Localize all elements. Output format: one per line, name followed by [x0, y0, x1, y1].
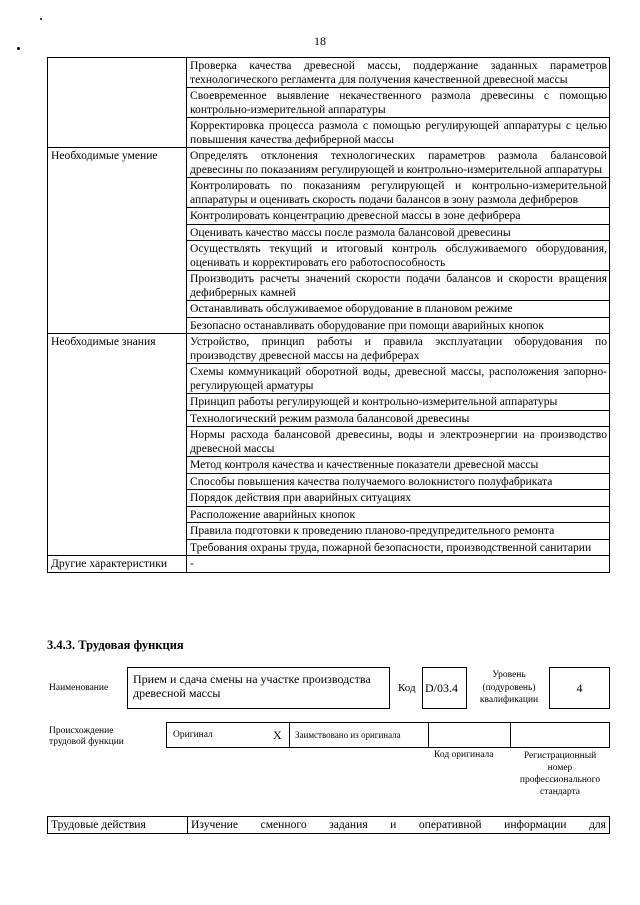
table-cell-text: - — [187, 556, 610, 573]
original-label: Оригинал — [173, 730, 213, 740]
original-code-label: Код оригинала — [434, 750, 494, 760]
original-mark: X — [273, 728, 282, 742]
table-cell-text: Останавливать обслуживаемое оборудование в плановом режиме — [187, 301, 610, 318]
table-cell-text: Устройство, принцип работы и правила эксплуатации оборудования по производству древесной массы на дефибрерах — [187, 334, 610, 364]
scan-dot — [40, 18, 42, 20]
borrowed-cell — [289, 722, 429, 748]
table-cell-text: Метод контроля качества и качественные показатели древесной массы — [187, 457, 610, 474]
row-group-label: Необходимые умение — [48, 148, 187, 334]
table-cell-text: Принцип работы регулирующей и контрольно-измерительной аппаратуры — [187, 394, 610, 411]
table-cell-text: Порядок действия при аварийных ситуациях — [187, 490, 610, 507]
table-cell-text: Контролировать по показаниям регулирующей и контрольно-измерительной аппаратуры и оценивать скорость подачи балансов в зону размола дефибреров — [187, 178, 610, 208]
code-label: Код — [398, 682, 416, 694]
competency-table — [47, 57, 610, 573]
page-number: 18 — [314, 34, 326, 48]
name-label: Наименование — [49, 683, 109, 693]
borrowed-label: Заимствовано из оригинала — [295, 730, 401, 740]
row-group-label: Необходимые знания — [48, 334, 187, 556]
level-label: Уровень (подуровень) квалификации — [479, 670, 539, 705]
table-cell-text: Безопасно останавливать оборудование при помощи аварийных кнопок — [187, 317, 610, 334]
reg-number-cell — [510, 722, 610, 748]
table-cell-text: Нормы расхода балансовой древесины, воды и электроэнергии на производство древесной массы — [187, 427, 610, 457]
table-cell-text: Требования охраны труда, пожарной безопасности, производственной санитарии — [187, 539, 610, 556]
table-cell-text: Правила подготовки к проведению планово-предупредительного ремонта — [187, 523, 610, 540]
table-cell-text: Производить расчеты значений скорости подачи балансов и скорости вращения дефибрерных камней — [187, 271, 610, 301]
code-box — [422, 667, 467, 709]
table-cell-text: Проверка качества древесной массы, поддержание заданных параметров технологического регламента для получения качественной древесной массы — [187, 58, 610, 88]
labor-actions-label: Трудовые действия — [48, 817, 188, 834]
origin-label: Происхождение трудовой функции — [49, 726, 124, 747]
labor-actions-table — [47, 816, 610, 834]
labor-actions-text: Изучение сменного задания и оперативной информации для — [188, 817, 610, 834]
table-row — [48, 58, 610, 88]
table-cell-text: Осуществлять текущий и итоговый контроль обслуживаемого оборудования, оценивать и корректировать его работоспособность — [187, 241, 610, 271]
table-cell-text: Способы повышения качества получаемого волокнистого полуфабриката — [187, 473, 610, 490]
function-name-box — [127, 667, 390, 709]
table-row — [48, 556, 610, 573]
reg-number-label: Регистрационный номер профессионального стандарта — [519, 751, 601, 797]
table-cell-text: Корректировка процесса размола с помощью регулирующей аппаратуры с целью повышения качества дефибрерной массы — [187, 118, 610, 148]
row-group-label: Другие характеристики — [48, 556, 187, 573]
table-cell-text: Определять отклонения технологических параметров размола балансовой древесины по показаниям регулирующей и контрольно-измерительной аппаратуры — [187, 148, 610, 178]
row-group-label — [48, 58, 187, 148]
original-code-cell — [428, 722, 511, 748]
section-title: 3.4.3. Трудовая функция — [47, 638, 184, 652]
function-name-value: Прием и сдача смены на участке производства древесной массы — [133, 672, 371, 700]
table-cell-text: Технологический режим размола балансовой древесины — [187, 410, 610, 427]
level-box — [549, 667, 610, 709]
table-cell-text: Контролировать концентрацию древесной массы в зоне дефибрера — [187, 208, 610, 225]
table-row — [48, 334, 610, 364]
table-cell-text: Расположение аварийных кнопок — [187, 506, 610, 523]
table-cell-text: Оценивать качество массы после размола балансовой древесины — [187, 224, 610, 241]
level-value: 4 — [576, 681, 583, 695]
table-cell-text: Схемы коммуникаций оборотной воды, древесной массы, расположения запорно-регулирующей арматуры — [187, 364, 610, 394]
table-cell-text: Своевременное выявление некачественного размола древесины с помощью контрольно-измерительной аппаратуры — [187, 88, 610, 118]
table-row — [48, 148, 610, 178]
code-value: D/03.4 — [425, 681, 458, 695]
original-cell — [166, 722, 290, 748]
